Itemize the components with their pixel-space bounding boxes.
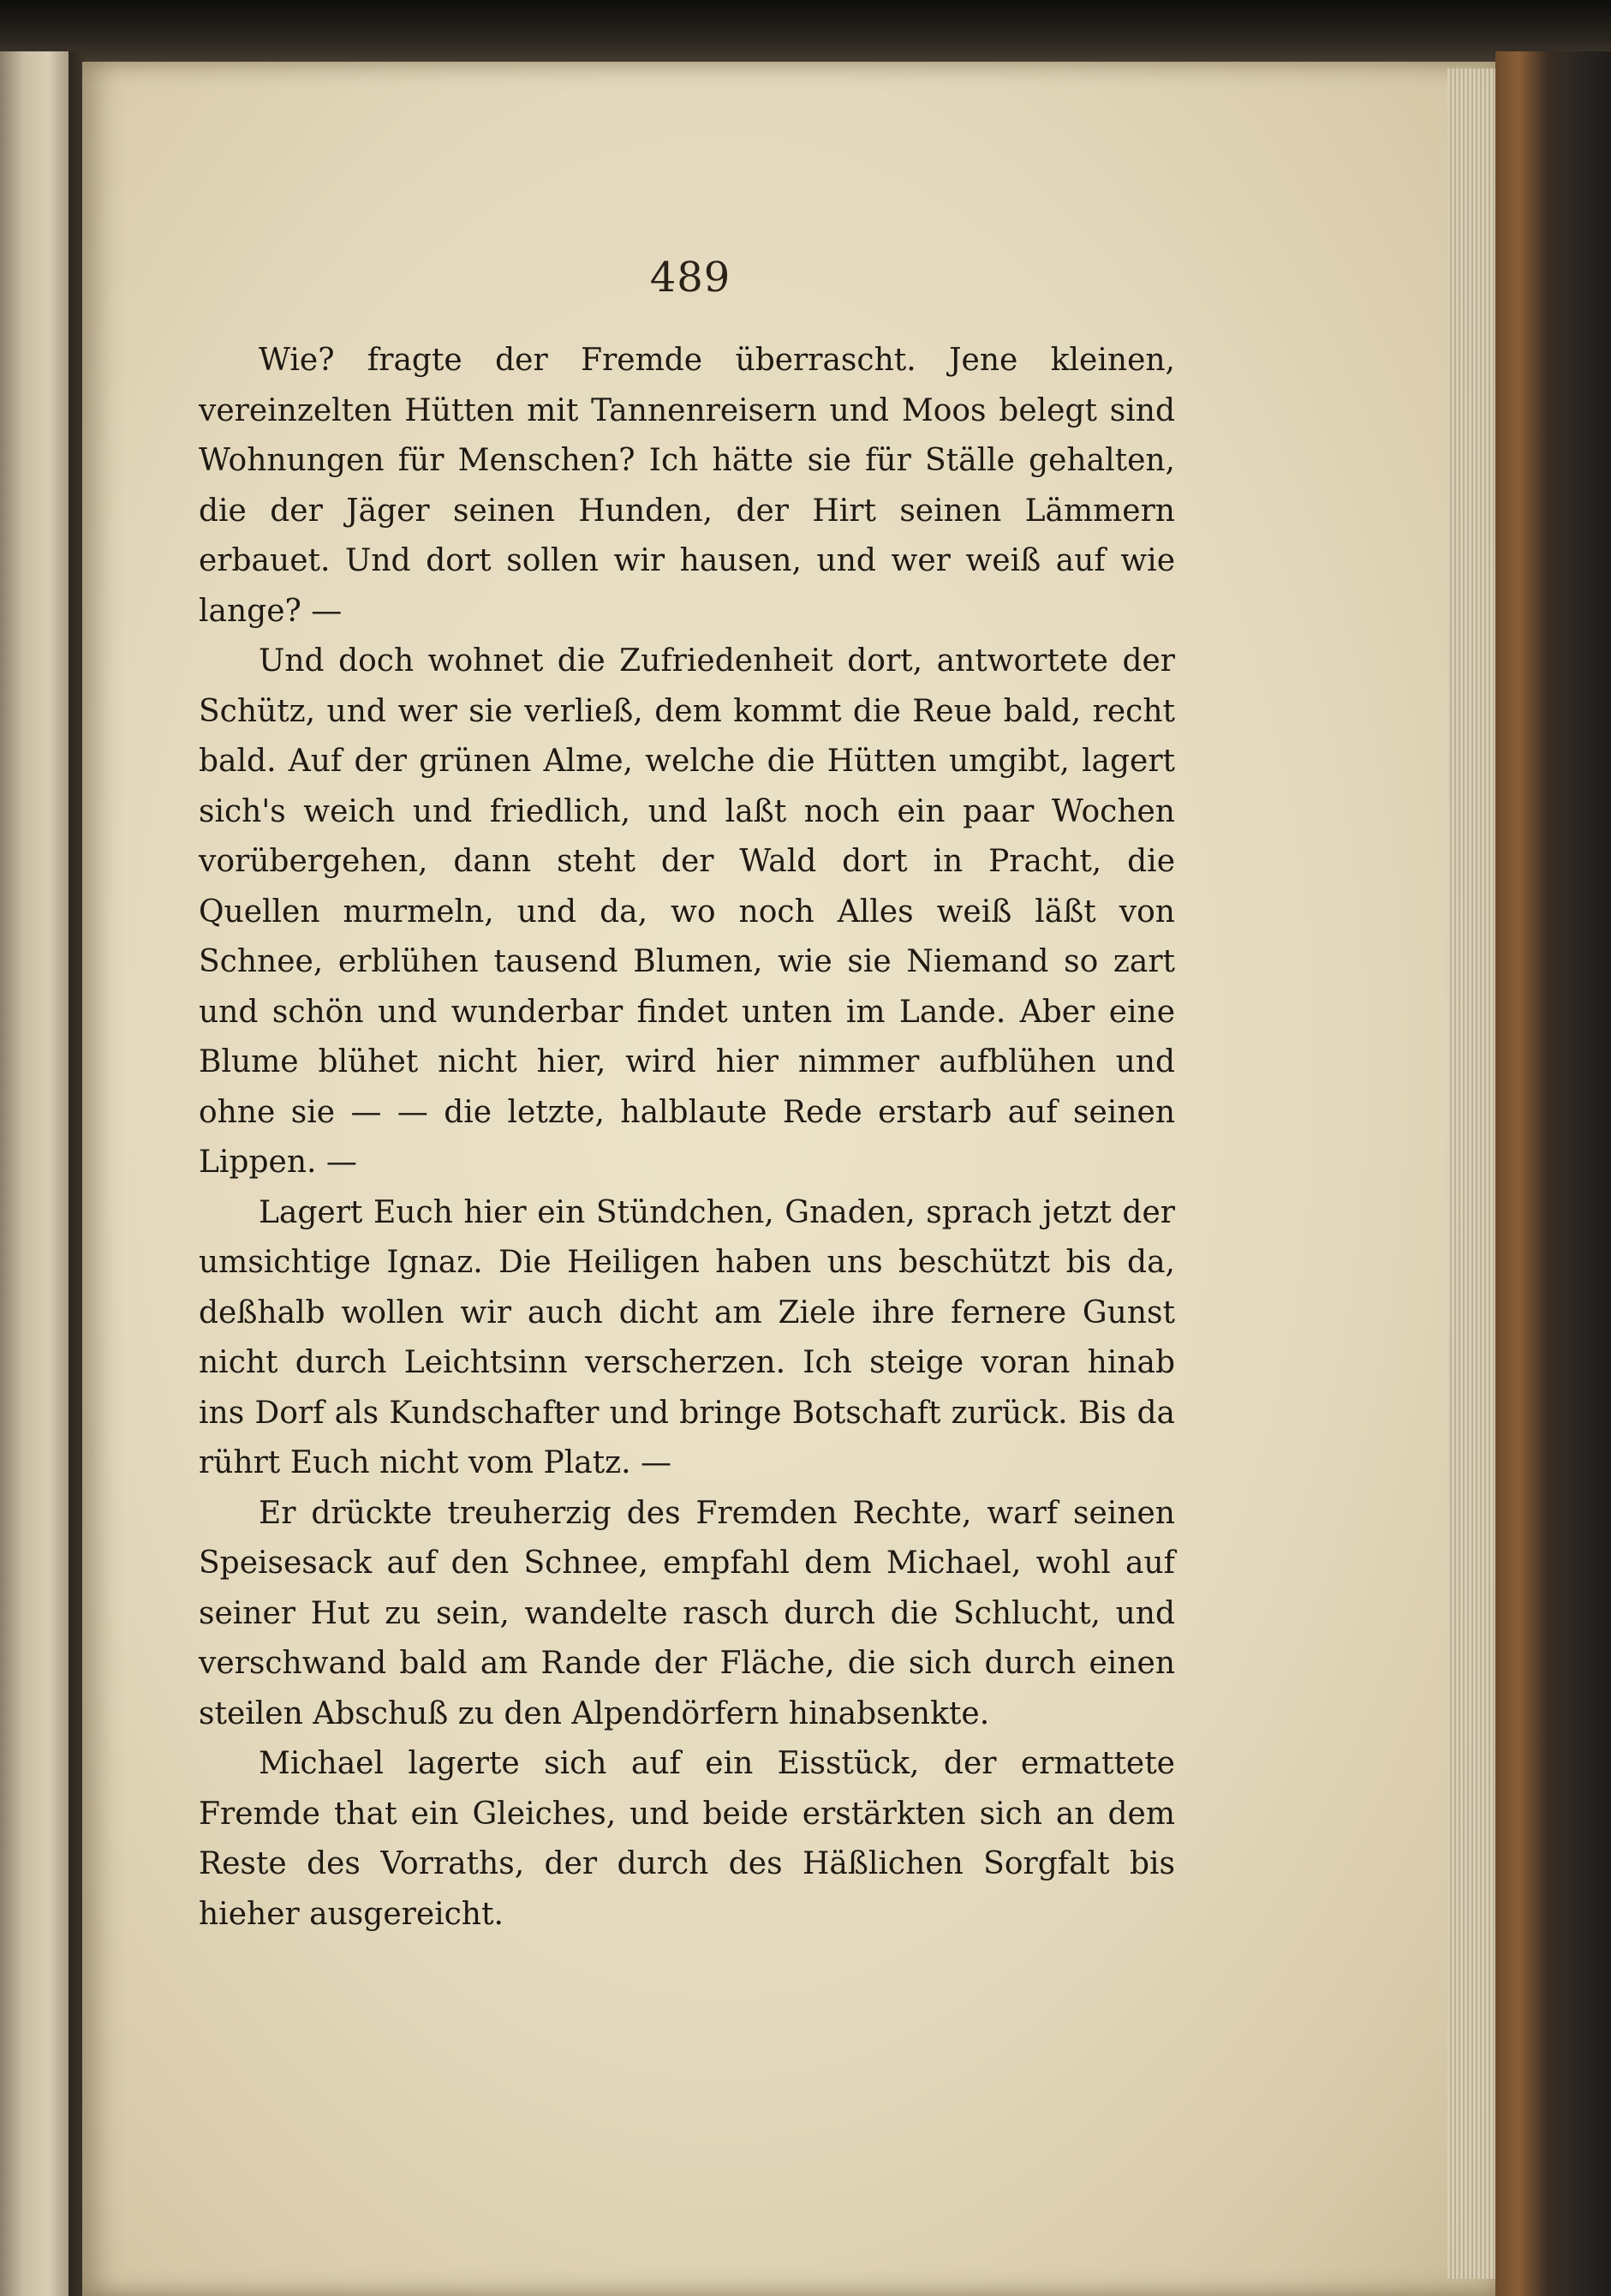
page-number: 489 — [649, 254, 731, 302]
paragraph-3: Lagert Euch hier ein Stündchen, Gnaden, sprach jetzt der umsichtige Ignaz. Die Heiligen haben uns beschützt bis da, deßhalb wollen wir auch dicht am Ziele ihre fernere Gunst nicht durch Leichtsinn verscherzen. Ich steige voran hinab ins Dorf als Kundschafter und bringe Botschaft zurück. Bis da rührt Euch nicht vom Platz. — — [199, 1194, 1175, 1480]
body-text — [199, 336, 1175, 1940]
paragraph-1: Wie? fragte der Fremde überrascht. Jene kleinen, vereinzelten Hütten mit Tannenreisern und Moos belegt sind Wohnungen für Menschen? Ich hätte sie für Ställe gehalten, die der Jäger seinen Hunden, der Hirt seinen Lämmern erbauet. Und dort sollen wir hausen, und wer weiß auf wie lange? — — [199, 343, 1175, 629]
paragraph-2: Und doch wohnet die Zufriedenheit dort, antwortete der Schütz, und wer sie verließ, dem kommt die Reue bald, recht bald. Auf der grünen Alme, welche die Hütten umgibt, lagert sich's weich und friedlich, und laßt noch ein paar Wochen vorübergehen, dann steht der Wald dort in Pracht, die Quellen murmeln, und da, wo noch Alles weiß läßt von Schnee, erblühen tausend Blumen, wie sie Niemand so zart und schön und wunderbar findet unten im Lande. Aber eine Blume blühet nicht hier, wird hier nimmer aufblühen und ohne sie — — die letzte, halblaute Rede erstarb auf seinen Lippen. — — [199, 643, 1175, 1180]
top-edge — [0, 0, 1611, 69]
left-page-edge — [0, 51, 69, 2296]
paragraph-5: Michael lagerte sich auf ein Eisstück, der ermattete Fremde that ein Gleiches, und beide erstärkten sich an dem Reste des Vorraths, der durch des Häßlichen Sorgfalt bis hieher ausgereicht. — [199, 1746, 1175, 1932]
page-fore-edge — [1447, 69, 1495, 2279]
book-cover-edge — [1495, 51, 1611, 2296]
paragraph-4: Er drückte treuherzig des Fremden Rechte, warf seinen Speisesack auf den Schnee, empfahl dem Michael, wohl auf seiner Hut zu sein, wandelte rasch durch die Schlucht, und verschwand bald am Rande der Fläche, die sich durch einen steilen Abschuß zu den Alpendörfern hinabsenkte. — [199, 1495, 1175, 1731]
